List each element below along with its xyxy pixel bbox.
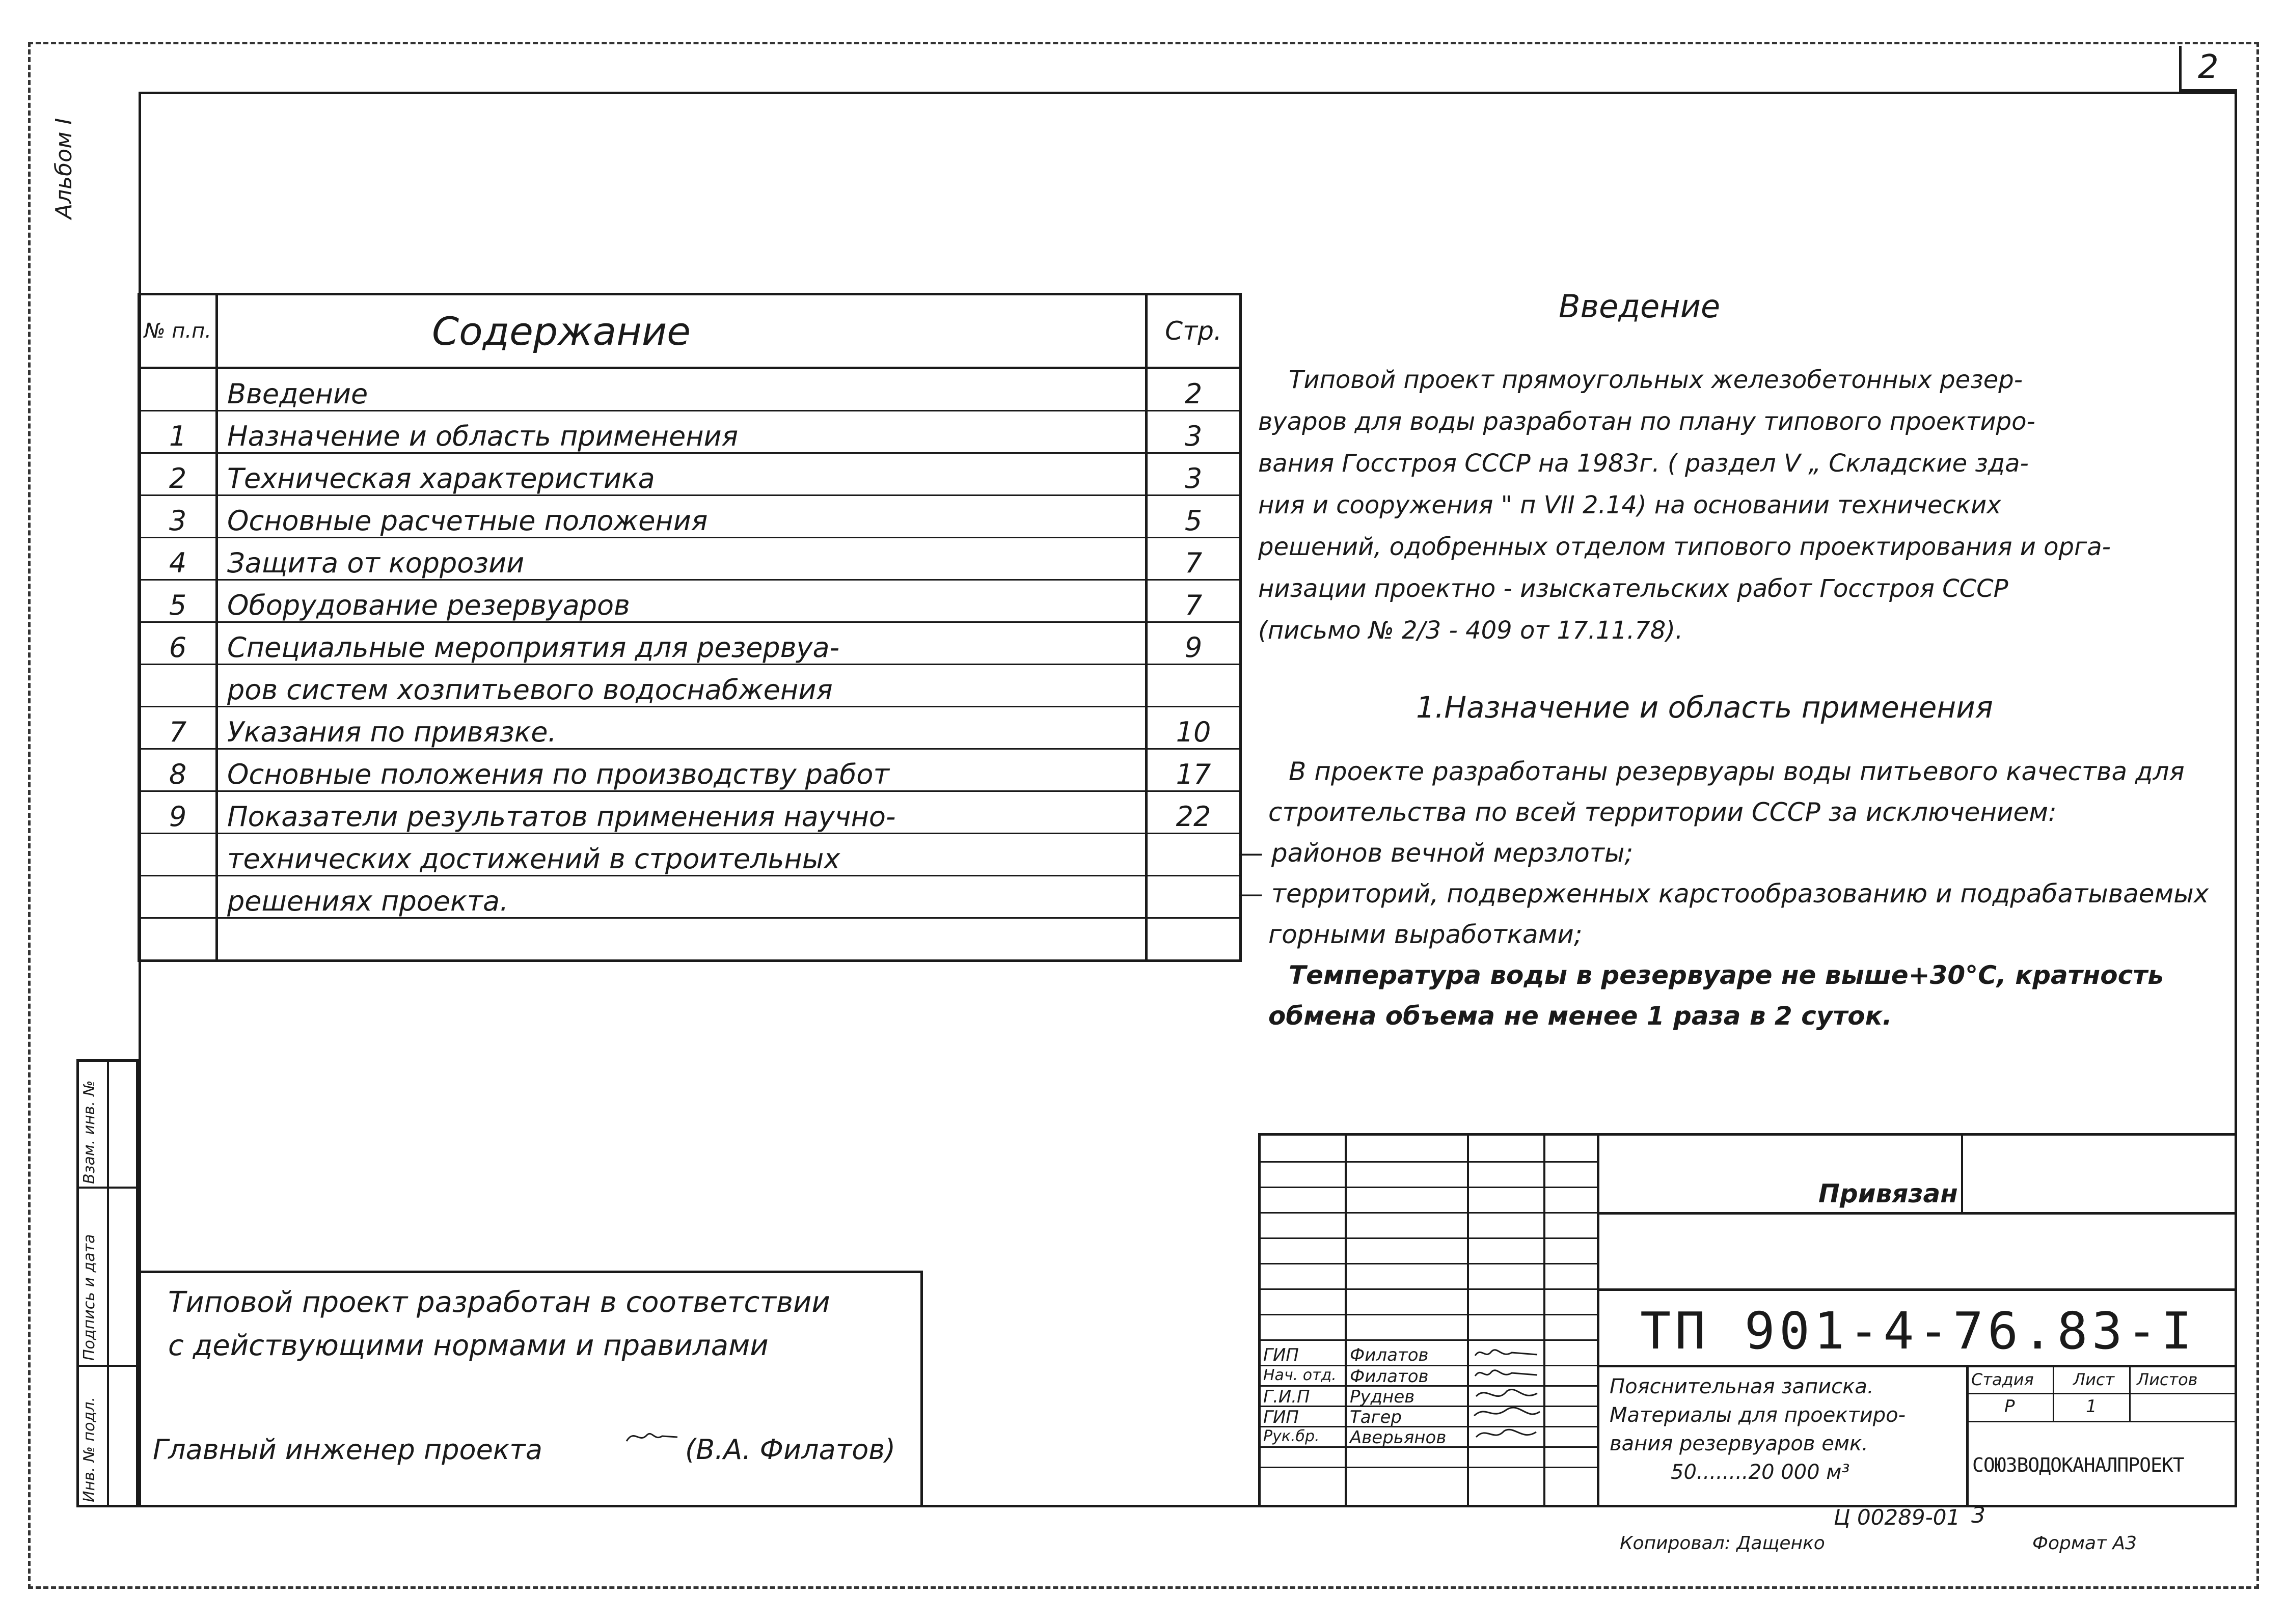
table-row: 5 Оборудование резервуаров 7 (139, 580, 1241, 622)
table-row: технических достижений в строительных (139, 834, 1241, 876)
section1-line: — территорий, подверженных карстообразованию и подрабатываемых (1238, 879, 2209, 909)
chief-engineer-label: Главный инженер проекта (153, 1434, 542, 1466)
staff-role: ГИП (1263, 1345, 1299, 1365)
section1-line: обмена объема не менее 1 раза в 2 суток. (1268, 1001, 1892, 1031)
title-description (1610, 1372, 1906, 1487)
table-row: 2 Техническая характеристика 3 (139, 453, 1241, 496)
staff-role: ГИП (1263, 1407, 1299, 1427)
description-line: 50........20 000 м³ (1671, 1461, 1850, 1484)
copied-by: Копировал: Дащенко (1620, 1533, 1825, 1554)
description-line: вания резервуаров емк. (1610, 1432, 1868, 1455)
sheet-label: Лист (2073, 1370, 2115, 1389)
table-row: 6 Специальные мероприятия для резервуа- 9 (139, 622, 1241, 665)
staff-name: Филатов (1350, 1345, 1429, 1365)
table-row: 9 Показатели результатов применения научно- 22 (139, 791, 1241, 834)
album-label: Альбом I (51, 118, 77, 219)
table-row: решениях проекта. (139, 876, 1241, 918)
table-row: 3 Основные расчетные положения 5 (139, 496, 1241, 538)
table-row: ров систем хозпитьевого водоснабжения (139, 665, 1241, 707)
section1-text (1238, 751, 2209, 1036)
section1-line: Температура воды в резервуаре не выше+30°С, кратность (1289, 960, 2164, 990)
col-page-header: Стр. (1147, 294, 1241, 368)
margin-label-inv-repl: Взам. инв. № (80, 1080, 98, 1184)
compliance-line-1: Типовой проект разработан в соответствии (168, 1286, 830, 1319)
intro-line: ния и сооружения " п VII 2.14) на основании технических (1258, 491, 2001, 519)
staff-role: Г.И.П (1263, 1387, 1310, 1407)
description-line: Материалы для проектиро- (1610, 1403, 1906, 1427)
intro-line: вуаров для воды разработан по плану типового проектиро- (1258, 407, 2035, 436)
col-num-header: № п.п. (139, 294, 217, 368)
stage-value: Р (2004, 1396, 2015, 1417)
section1-line: строительства по всей территории СССР за исключением: (1268, 797, 2057, 827)
intro-heading: Введение (1559, 288, 1721, 325)
table-row: 8 Основные положения по производству работ 17 (139, 749, 1241, 791)
intro-line: вания Госстроя СССР на 1983г. ( раздел V „ Складские зда- (1258, 449, 2029, 478)
sheet-number: 2 (2198, 48, 2219, 86)
sheet-value: 1 (2086, 1396, 2097, 1417)
staff-name: Тагер (1350, 1407, 1402, 1427)
description-line: Пояснительная записка. (1610, 1375, 1874, 1398)
col-title-header: Содержание (217, 294, 1147, 368)
sheets-label: Листов (2137, 1370, 2198, 1389)
intro-line: решений, одобренных отделом типового проектирования и орга- (1258, 533, 2111, 561)
intro-line: Типовой проект прямоугольных железобетонных резер- (1289, 366, 2023, 394)
table-row: 4 Защита от коррозии 7 (139, 538, 1241, 580)
margin-label-sign-date: Подпись и дата (80, 1234, 98, 1361)
section1-line: — районов вечной мерзлоты; (1238, 838, 1634, 868)
stage-label: Стадия (1971, 1370, 2034, 1389)
staff-name: Филатов (1350, 1366, 1429, 1387)
staff-role: Нач. отд. (1263, 1366, 1337, 1384)
drawing-code: ТП 901-4-76.83-I (1640, 1301, 2196, 1361)
intro-text (1258, 359, 2111, 651)
inventory-sheet: 3 (1971, 1502, 1985, 1528)
contents-table (138, 293, 1242, 962)
intro-line: низации проектно - изыскательских работ Госстроя СССР (1258, 574, 2008, 603)
bound-label: Привязан (1818, 1179, 1958, 1208)
chief-engineer-name: (В.А. Филатов) (685, 1434, 896, 1466)
organization-name: СОЮЗВОДОКАНАЛПРОЕКТ (1972, 1454, 2184, 1476)
contents-header-row (139, 294, 1241, 368)
staff-role: Рук.бр. (1263, 1427, 1320, 1445)
margin-label-inv-orig: Инв. № подл. (80, 1397, 98, 1502)
table-row: Введение 2 (139, 368, 1241, 411)
staff-name: Аверьянов (1350, 1427, 1447, 1448)
staff-name: Руднев (1350, 1387, 1415, 1407)
table-row: 7 Указания по привязке. 10 (139, 707, 1241, 749)
table-row (139, 918, 1241, 961)
chief-engineer-signature (624, 1426, 680, 1446)
staff-signatures (1471, 1344, 1542, 1446)
table-row: 1 Назначение и область применения 3 (139, 411, 1241, 453)
intro-line: (письмо № 2/3 - 409 от 17.11.78). (1258, 616, 1683, 645)
compliance-line-2: с действующими нормами и правилами (168, 1329, 769, 1362)
section1-line: В проекте разработаны резервуары воды питьевого качества для (1289, 757, 2185, 786)
section1-heading: 1.Назначение и область применения (1416, 690, 1993, 725)
inventory-number: Ц 00289-01 (1834, 1505, 1961, 1530)
format-label: Формат А3 (2032, 1533, 2137, 1554)
section1-line: горными выработками; (1268, 920, 1583, 949)
